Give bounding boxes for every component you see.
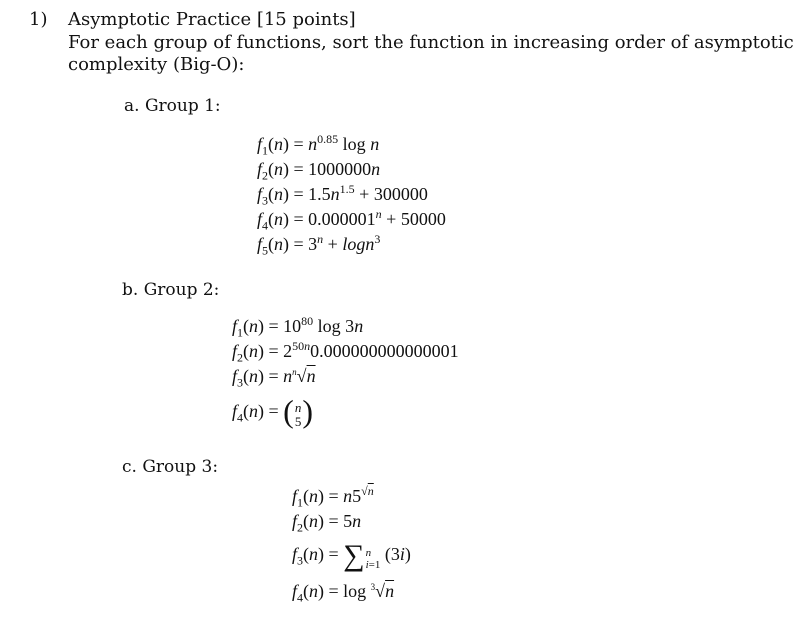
group-2-label: b. Group 2: (122, 280, 220, 300)
group-3-f1: $f_1(n) = n5^{√n}$ (292, 484, 374, 510)
group-2-equations (232, 314, 459, 429)
group-1-f5: $f_5(n) = 3^n + \log n^3$ (257, 232, 381, 258)
group-2-f2: $f_2(n) = 2^{50n}0.000000000000001$ (232, 339, 459, 365)
group-1-f3: $f_3(n) = 1.5n^{1.5} + 300000$ (257, 182, 428, 208)
group-1-label: a. Group 1: (124, 96, 221, 116)
group-2-f1: $f_1(n) = 10^{80}$ log 3n (232, 314, 364, 340)
group-1-f1: $f_1(n) = n^{0.85}$ log n (257, 132, 380, 158)
question-instruction-line1: For each group of functions, sort the function in increasing order of asymptotic (68, 32, 794, 53)
question-title: Asymptotic Practice [15 points] (68, 9, 356, 30)
group-3-equations (292, 484, 411, 604)
group-3-f4: $f_4(n) = \log ^3√n$ (292, 581, 395, 605)
group-2-f4: $f_4(n)$ = ( n 5 ) (232, 393, 313, 429)
question-instruction-line2: complexity (Big-O): (68, 54, 245, 75)
group-2-f3: $f_3(n) = n^n√n$ (232, 366, 316, 390)
group-3-f3: $f_3(n)$ = ∑ n i=1 (3i) (292, 539, 411, 572)
question-number: 1) (29, 9, 48, 30)
group-1-equations (257, 132, 446, 257)
group-3-label: c. Group 3: (122, 457, 219, 477)
group-3-f2: $f_2(n) = 5n$ (292, 511, 362, 535)
group-1-f4: $f_4(n) = 0.000001^n + 50000$ (257, 207, 446, 233)
group-1-f2: $f_2(n) = 1000000n$ (257, 159, 381, 183)
